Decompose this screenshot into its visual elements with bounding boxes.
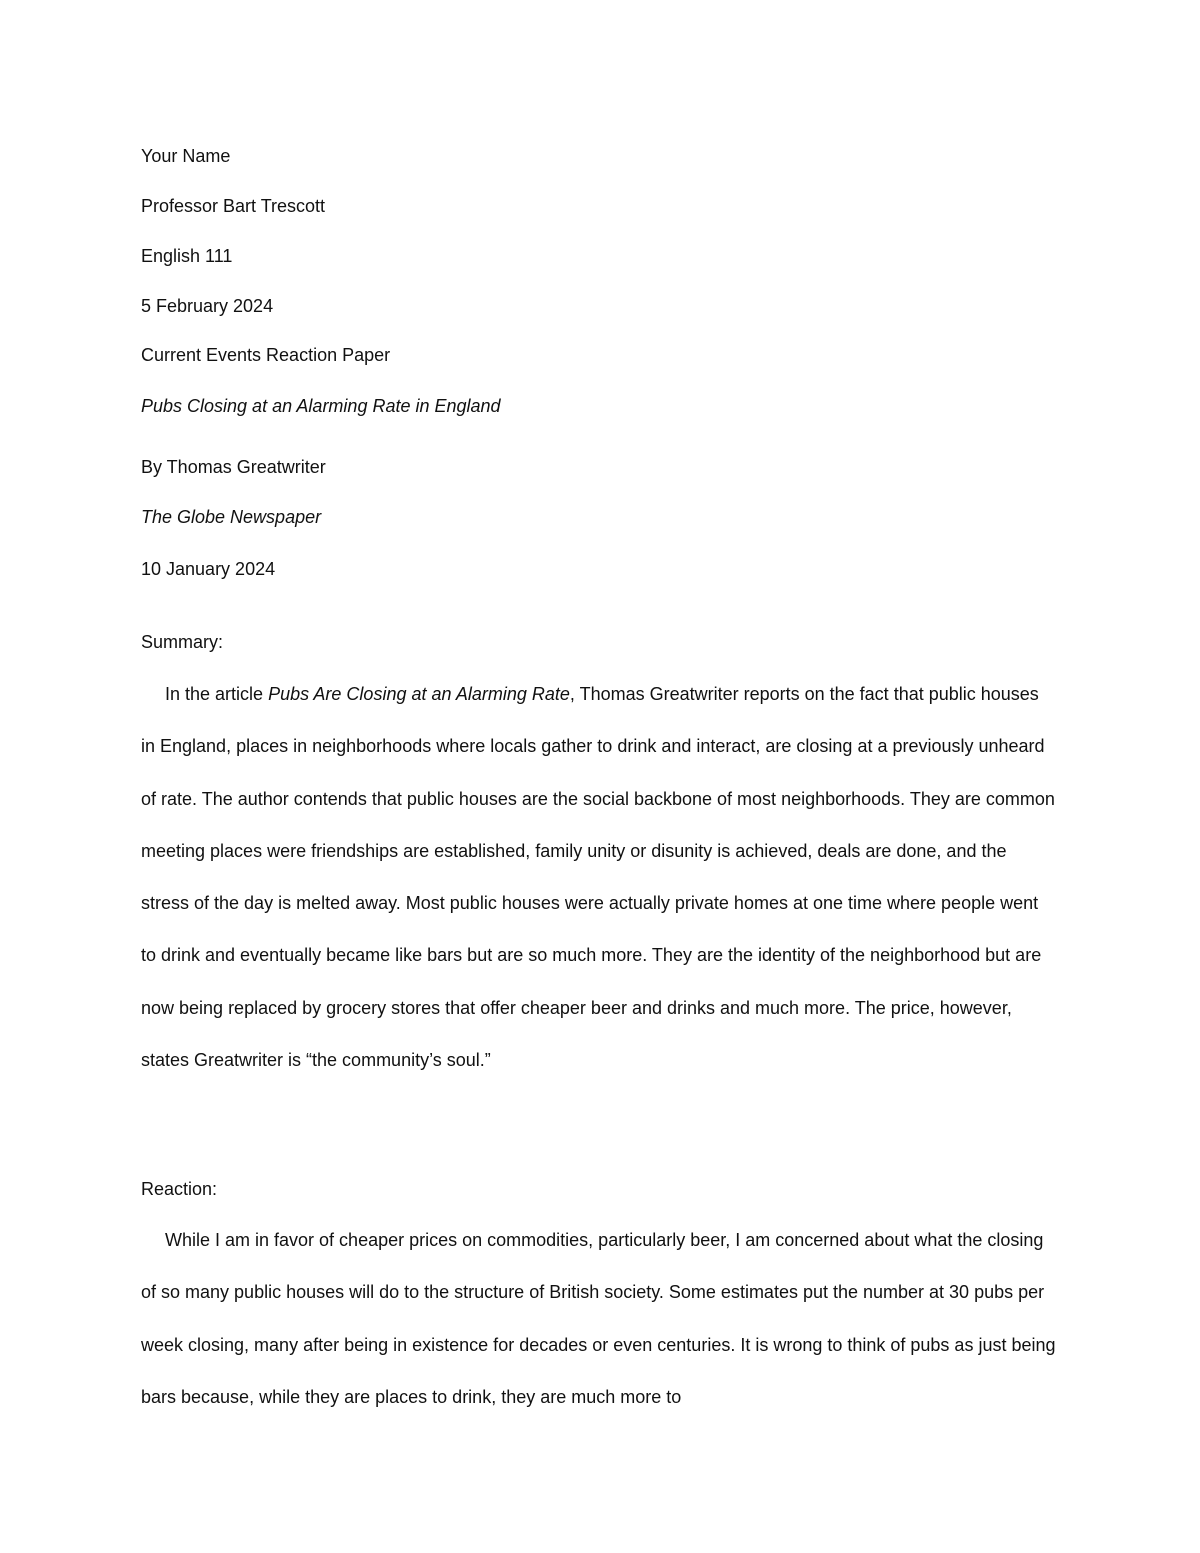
summary-paragraph	[141, 668, 1056, 1086]
student-name: Your Name	[141, 146, 231, 166]
summary-body: , Thomas Greatwriter reports on the fact that public houses in England, places in neighborhoods where locals gather to drink and interact, are closing at a previously unheard of rate. The author contends that public houses are the social backbone of most neighborhoods. They are common meeting places were friendships are established, family unity or disunity is achieved, deals are done, and the stress of the day is melted away. Most public houses were actually private homes at one time where people went to drink and eventually became like bars but are so much more. They are the identity of the neighborhood but are now being replaced by grocery stores that offer cheaper beer and drinks and much more. The price, however, states Greatwriter is “the community’s soul.”	[141, 684, 1055, 1071]
course-name: English 111	[141, 246, 233, 266]
paper-date: 5 February 2024	[141, 296, 274, 316]
reaction-paragraph: While I am in favor of cheaper prices on commodities, particularly beer, I am concerned about what the closing of so many public houses will do to the structure of British society. Some estimates put the number at 30 pubs per week closing, many after being in existence for decades or even centuries. It is wrong to think of pubs as just being bars because, while they are places to drink, they are much more to	[141, 1230, 1056, 1407]
summary-intro: In the article	[165, 684, 269, 704]
summary-heading: Summary:	[141, 632, 224, 652]
professor-name: Professor Bart Trescott	[141, 196, 326, 216]
summary-article-title: Pubs Are Closing at an Alarming Rate	[268, 684, 570, 704]
article-title: Pubs Closing at an Alarming Rate in England	[141, 396, 501, 416]
article-date: 10 January 2024	[141, 559, 276, 579]
reaction-heading: Reaction:	[141, 1179, 218, 1199]
article-byline: By Thomas Greatwriter	[141, 457, 326, 477]
assignment-title: Current Events Reaction Paper	[141, 345, 391, 365]
article-publication: The Globe Newspaper	[141, 507, 322, 527]
document-page	[141, 0, 1061, 1553]
